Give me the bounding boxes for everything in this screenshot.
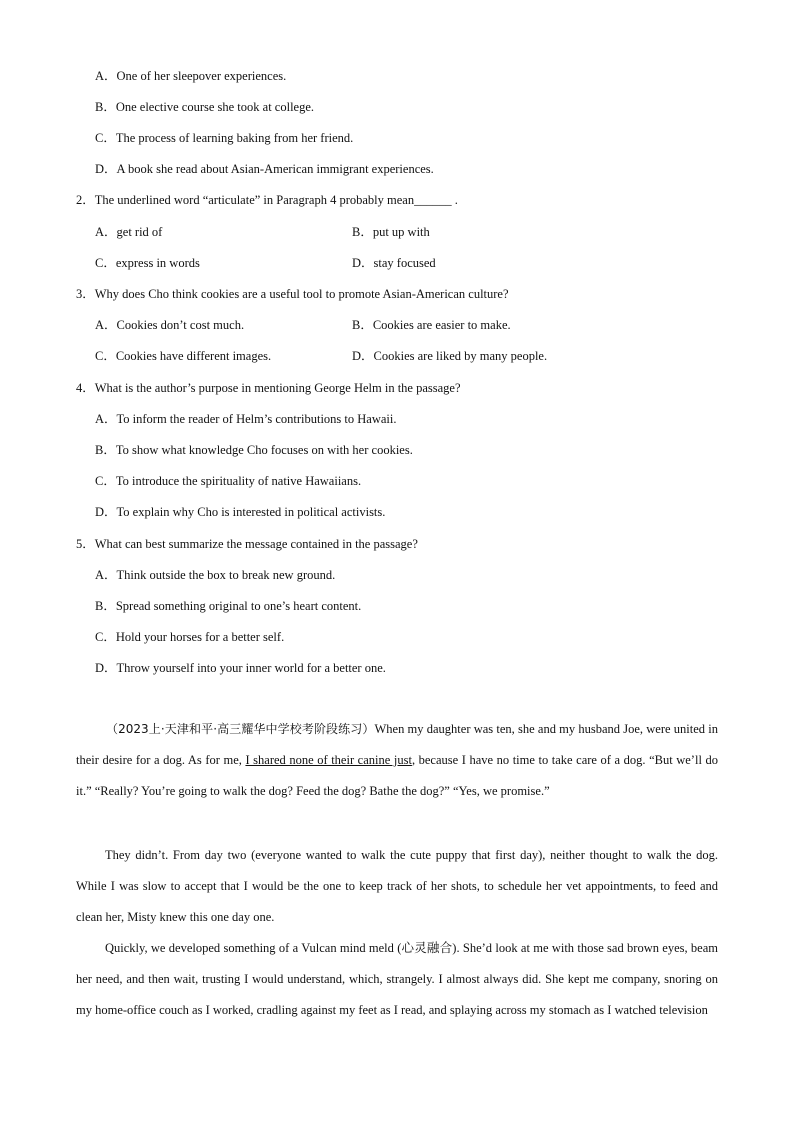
passage-paragraph-2: They didn’t. From day two (everyone wanted to walk the cute puppy that first day), neither thought to walk the dog. While I was slow to accept that I would be the one to keep track of her shots, to schedule her vet appointments, to feed and clean her, Misty knew this one day one. [76,848,718,924]
q2-option-b: B．put up with [352,225,430,239]
q4-option-c: C．To introduce the spirituality of native Hawaiians. [95,474,362,488]
q5-option-b: B．Spread something original to one’s heart content. [95,599,362,613]
q1-option-b: B．One elective course she took at college. [95,100,315,114]
q4-option-a: A．To inform the reader of Helm’s contributions to Hawaii. [95,412,397,426]
q3-option-c: C．Cookies have different images. [95,349,272,363]
q2-stem: 2．The underlined word “articulate” in Paragraph 4 probably mean______ . [76,193,458,207]
passage-p1-text-a: When my daughter was ten, she and my husband Joe, were united in their desire for a dog. As for me, [76,722,718,767]
underlined-phrase: I shared none of their canine just [245,753,412,767]
q2-option-a: A．get rid of [95,225,163,239]
passage-paragraph-1 [76,714,718,807]
q2-option-d: D．stay focused [352,256,436,270]
q5-option-a: A．Think outside the box to break new ground. [95,568,336,582]
q1-option-c: C．The process of learning baking from her friend. [95,131,354,145]
q2-option-c: C．express in words [95,256,200,270]
passage-source: （2023上·天津和平·高三耀华中学校考阶段练习） [106,722,375,736]
q4-stem: 4．What is the author’s purpose in mentioning George Helm in the passage? [76,381,461,395]
q1-option-a: A．One of her sleepover experiences. [95,69,287,83]
passage-p1-text-b: , because I have no time to take care of a dog. “But we’ll do it.” “Really? You’re going to walk the dog? Feed the dog? Bathe the dog?” “Yes, we promise.” [76,753,718,798]
q3-option-b: B．Cookies are easier to make. [352,318,511,332]
q4-option-d: D．To explain why Cho is interested in political activists. [95,505,386,519]
q3-option-d: D．Cookies are liked by many people. [352,349,548,363]
q3-option-a: A．Cookies don’t cost much. [95,318,245,332]
q1-option-d: D．A book she read about Asian-American immigrant experiences. [95,162,434,176]
passage-paragraph-3: Quickly, we developed something of a Vulcan mind meld (心灵融合). She’d look at me with those sad brown eyes, beam her need, and then wait, trusting I would understand, which, strangely. I almost always did. She kept me company, snoring on my home-office couch as I worked, cradling against my feet as I read, and splaying across my stomach as I watched television [76,941,718,1017]
q5-option-d: D．Throw yourself into your inner world for a better one. [95,661,386,675]
q5-option-c: C．Hold your horses for a better self. [95,630,285,644]
q4-option-b: B．To show what knowledge Cho focuses on with her cookies. [95,443,413,457]
q3-stem: 3．Why does Cho think cookies are a useful tool to promote Asian-American culture? [76,287,509,301]
q5-stem: 5．What can best summarize the message contained in the passage? [76,537,418,551]
